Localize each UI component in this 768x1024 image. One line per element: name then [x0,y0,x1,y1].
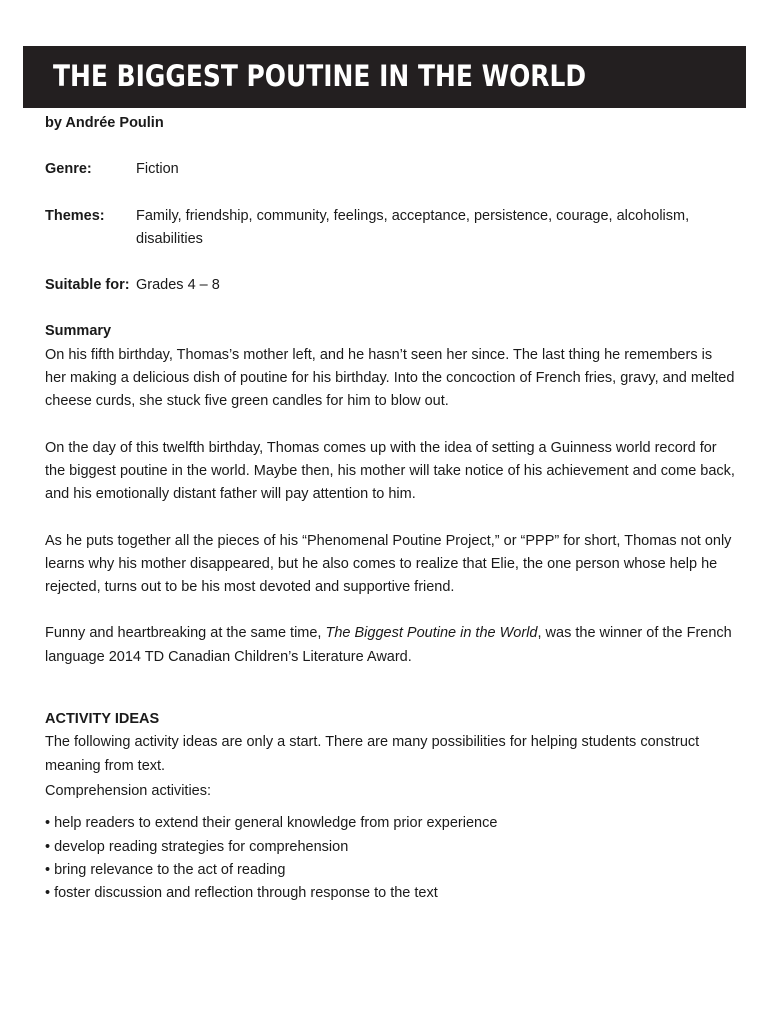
suitable-row [45,274,735,297]
genre-label: Genre: [45,161,92,178]
summary-paragraph-1: On his fifth birthday, Thomas’s mother left, and he hasn’t seen her since. The last thing he remembers is her making a delicious dish of poutine for his birthday. Into the concoction of French fries, gravy, and melted cheese curds, she stuck five green candles for him to blow out. [45,346,735,410]
summary-p4-before: Funny and heartbreaking at the same time, [45,625,326,642]
summary-section [45,344,735,669]
page-title: THE BIGGEST POUTINE IN THE WORLD [53,59,587,93]
genre-row [45,158,735,181]
bullet-icon: • [45,885,51,902]
list-item [45,859,735,882]
list-item [45,882,735,905]
bullet-icon: • [45,861,51,878]
list-item [45,812,735,835]
suitable-value: Grades 4 – 8 [136,277,220,294]
summary-heading: Summary [45,323,112,340]
summary-paragraph-4 [45,622,735,669]
list-item-text: help readers to extend their general knowledge from prior experience [54,815,498,832]
list-item [45,836,735,859]
title-banner [23,46,746,108]
bullet-icon: • [45,838,51,855]
suitable-label: Suitable for: [45,277,130,294]
activity-heading: ACTIVITY IDEAS [45,711,160,728]
summary-paragraph-2: On the day of this twelfth birthday, Thomas comes up with the idea of setting a Guinness world record for the biggest poutine in the world. Maybe then, his mother will take notice of his achievement and come back, and his emotionally distant father will pay attention to him. [45,439,735,503]
genre-value: Fiction [136,161,179,178]
list-item-text: develop reading strategies for comprehension [54,838,349,855]
author-line: by Andrée Poulin [45,115,164,131]
activity-subheading: Comprehension activities: [45,782,212,799]
bullet-icon: • [45,815,51,832]
list-item-text: bring relevance to the act of reading [54,861,286,878]
themes-row [45,205,735,252]
document-body [45,110,735,905]
summary-p4-after: , was the winner of the French language 2014 TD Canadian Children’s Literature Award. [45,625,732,665]
summary-paragraph-3: As he puts together all the pieces of his “Phenomenal Poutine Project,” or “PPP” for short, Thomas not only learns why his mother disappeared, but he also comes to realize that Elie, the one person whose help he rejected, turns out to be his most devoted and supportive friend. [45,532,732,596]
comprehension-list [45,812,735,905]
list-item-text: foster discussion and reflection through response to the text [54,885,438,902]
book-title-italic: The Biggest Poutine in the World [325,625,538,642]
activity-intro: The following activity ideas are only a start. There are many possibilities for helping students construct meaning from text. [45,734,700,774]
themes-label: Themes: [45,207,105,224]
themes-value: Family, friendship, community, feelings, acceptance, persistence, courage, alcoholism, disabilities [136,207,690,247]
